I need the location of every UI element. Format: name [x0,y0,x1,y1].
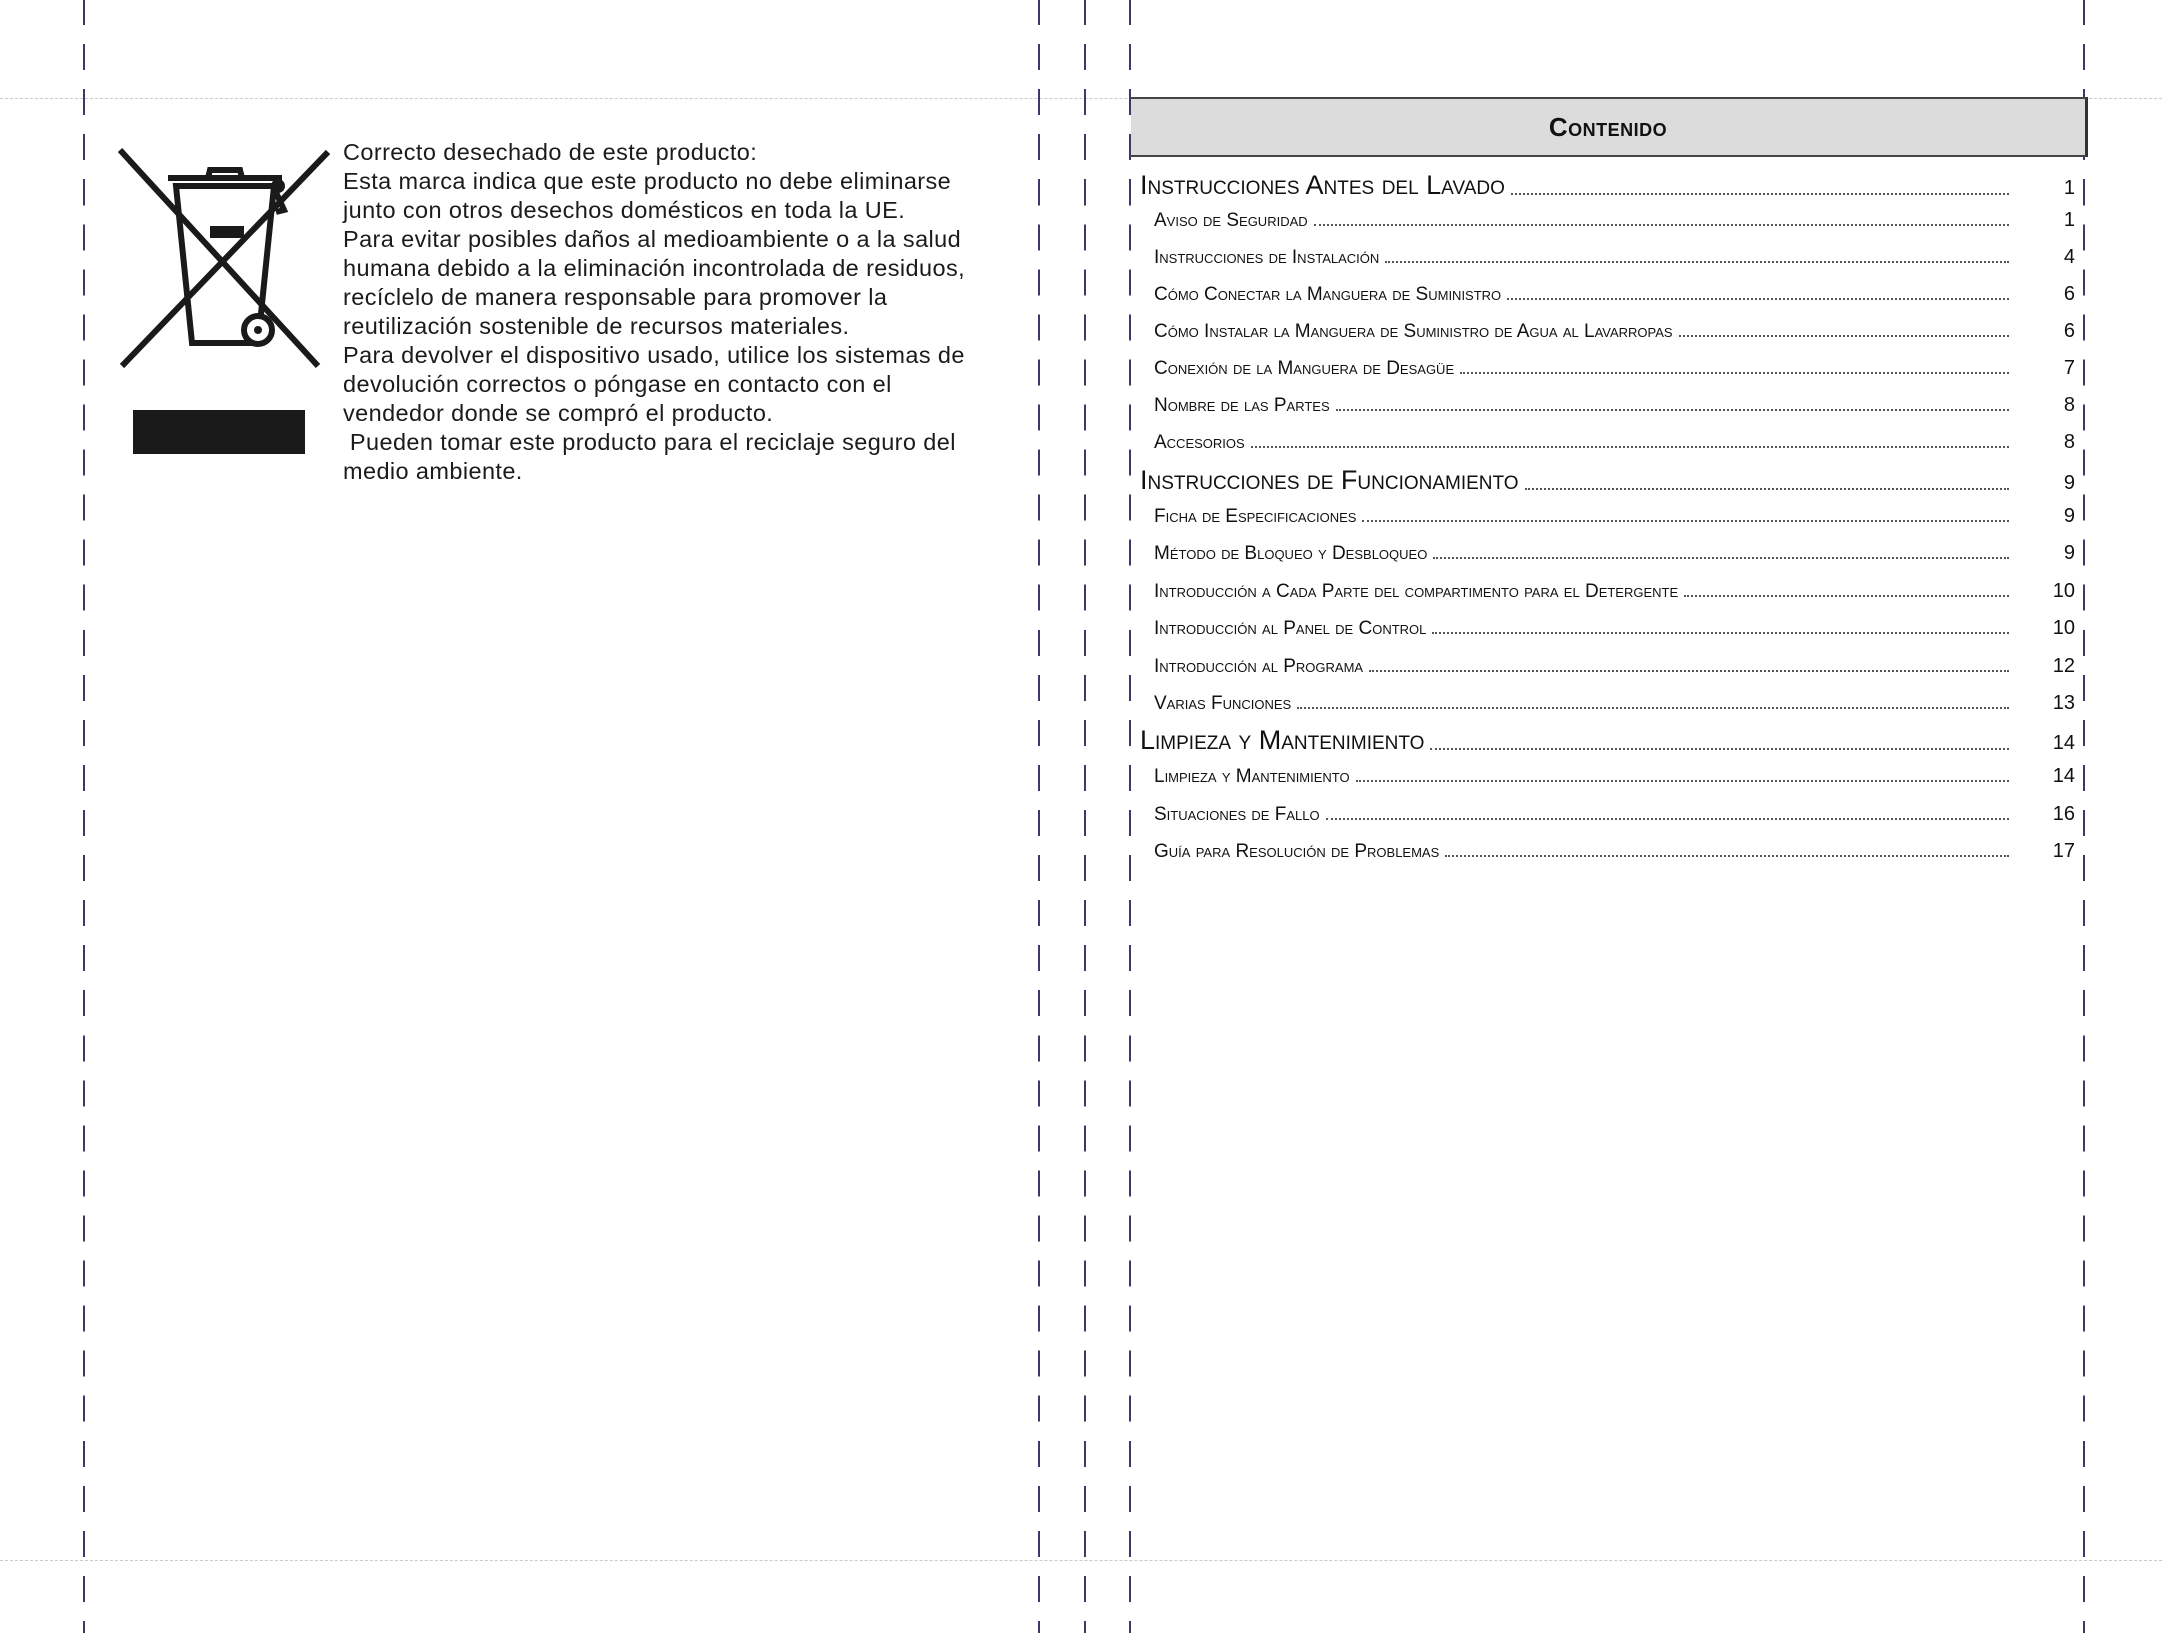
disposal-line: junto con otros desechos domésticos en toda la UE. [343,197,906,223]
toc-entry-label: Ficha de Especificaciones [1154,506,1357,527]
toc-entry[interactable] [1140,465,2075,496]
toc-entry-label: Introducción al Panel de Control [1154,618,1427,639]
toc-entry[interactable] [1140,431,2075,454]
toc-entry-label: Instrucciones Antes del Lavado [1140,170,1505,200]
weee-black-bar [133,410,305,454]
toc-leader-dots [1525,487,2009,490]
fold-guide-center [1084,0,1086,1633]
toc-entry-page: 1 [2063,209,2075,231]
toc-entry[interactable] [1140,320,2075,343]
toc-entry-page: 12 [2052,655,2075,677]
toc-entry-label: Limpieza y Mantenimiento [1140,725,1425,755]
toc-entry-label: Conexión de la Manguera de Desagüe [1154,358,1455,379]
toc-entry[interactable] [1140,840,2075,863]
toc-entry-page: 9 [2063,542,2075,564]
toc-entry-page: 8 [2063,394,2075,416]
bottom-cut-guide [0,1560,2162,1561]
toc-entry-page: 6 [2063,320,2075,342]
disposal-line: recíclelo de manera responsable para promover la [343,284,888,310]
toc-leader-dots [1369,669,2009,672]
toc-entry-label: Limpieza y Mantenimiento [1154,766,1350,787]
disposal-line: Correcto desechado de este producto: [343,139,758,165]
toc-entry[interactable] [1140,209,2075,232]
toc-leader-dots [1336,408,2009,411]
toc-entry-page: 14 [2052,765,2075,787]
fold-guide-right [1129,0,1131,1633]
toc-entry[interactable] [1140,170,2075,201]
fold-guide-left [1038,0,1040,1633]
toc-entry-label: Cómo Instalar la Manguera de Suministro de Agua al Lavarropas [1154,321,1673,342]
toc-leader-dots [1460,371,2009,374]
toc-entry[interactable] [1140,765,2075,788]
toc-entry-page: 13 [2052,692,2075,714]
disposal-line: Esta marca indica que este producto no debe eliminarse [343,168,952,194]
left-margin-guide [83,0,85,1633]
toc-title: Contenido [1548,111,1668,142]
toc-entry-label: Varias Funciones [1154,693,1292,714]
disposal-line: Para evitar posibles daños al medioambiente o a la salud [343,226,962,252]
toc-entry-page: 14 [2052,732,2075,754]
toc-entry-label: Guía para Resolución de Problemas [1154,841,1440,862]
disposal-line: Pueden tomar este producto para el reciclaje seguro del [343,429,956,455]
toc-leader-dots [1507,297,2009,300]
toc-entry-page: 4 [2063,246,2075,268]
toc-entry-label: Instrucciones de Funcionamiento [1140,465,1519,495]
toc-leader-dots [1326,817,2009,820]
toc-entry-page: 9 [2063,505,2075,527]
disposal-line: Para devolver el dispositivo usado, utilice los sistemas de [343,342,965,368]
disposal-line: medio ambiente. [343,458,523,484]
toc-entry-page: 6 [2063,283,2075,305]
toc-entry-page: 1 [2063,177,2075,199]
toc-entry-label: Accesorios [1154,432,1245,453]
toc-entry-label: Situaciones de Fallo [1154,804,1320,825]
toc-leader-dots [1251,445,2009,448]
toc-entry-page: 10 [2052,580,2075,602]
toc-entry-label: Introducción a Cada Parte del compartimento para el Detergente [1154,581,1679,602]
toc-entry-label: Aviso de Seguridad [1154,210,1308,231]
toc-entry-label: Cómo Conectar la Manguera de Suministro [1154,284,1502,305]
toc-leader-dots [1684,594,2009,597]
toc-entry[interactable] [1140,283,2075,306]
toc-leader-dots [1433,556,2009,559]
toc-leader-dots [1297,706,2009,709]
toc-entry-label: Método de Bloqueo y Desbloqueo [1154,543,1428,564]
toc-entry[interactable] [1140,692,2075,715]
disposal-line: humana debido a la eliminación incontrolada de residuos, [343,255,966,281]
toc-leader-dots [1679,334,2009,337]
disposal-line: vendedor donde se compró el producto. [343,400,774,426]
toc-entry-page: 8 [2063,431,2075,453]
toc-leader-dots [1430,747,2009,750]
toc-entry-page: 10 [2052,617,2075,639]
right-margin-guide [2083,0,2085,1633]
toc-leader-dots [1432,631,2009,634]
toc-entry[interactable] [1140,655,2075,678]
toc-leader-dots [1445,854,2009,857]
toc-leader-dots [1356,779,2009,782]
toc-entry-label: Instrucciones de Instalación [1154,247,1380,268]
toc-entry-page: 16 [2052,803,2075,825]
toc-header [1131,97,2088,157]
toc-entry[interactable] [1140,617,2075,640]
disposal-notice [343,138,1023,486]
crossed-out-wheelie-bin-icon [118,148,330,370]
toc-entry[interactable] [1140,803,2075,826]
toc-entry[interactable] [1140,246,2075,269]
toc-leader-dots [1511,192,2009,195]
toc-entry[interactable] [1140,542,2075,565]
toc-entry[interactable] [1140,505,2075,528]
toc-entry-label: Introducción al Programa [1154,656,1364,677]
toc-leader-dots [1362,519,2009,522]
toc-entry-label: Nombre de las Partes [1154,395,1330,416]
disposal-line: reutilización sostenible de recursos materiales. [343,313,850,339]
disposal-line: devolución correctos o póngase en contacto con el [343,371,892,397]
toc-entry-page: 17 [2052,840,2075,862]
toc-leader-dots [1385,260,2009,263]
toc-leader-dots [1314,223,2009,226]
toc-entry[interactable] [1140,394,2075,417]
toc-entry[interactable] [1140,725,2075,756]
toc-entry-page: 7 [2063,357,2075,379]
toc-entry[interactable] [1140,580,2075,603]
toc-entry-page: 9 [2063,472,2075,494]
toc-entry[interactable] [1140,357,2075,380]
